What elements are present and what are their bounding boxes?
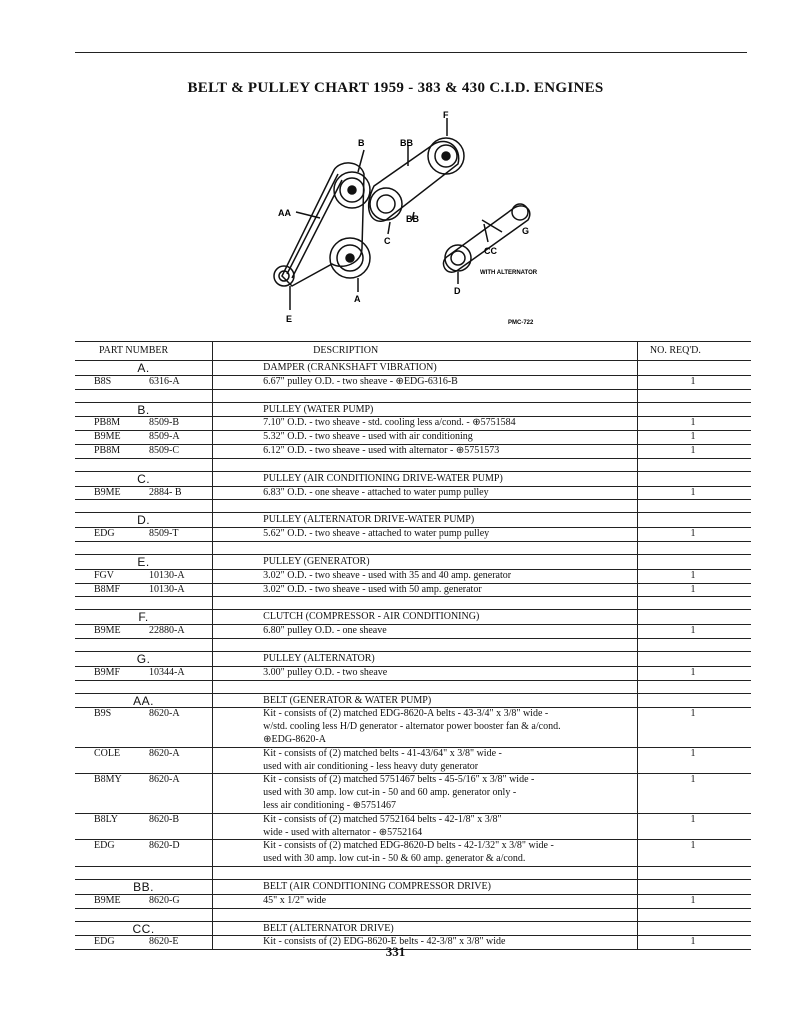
part-prefix: B8LY (94, 813, 118, 825)
section-header-row (75, 921, 751, 936)
description-line: 6.67" pulley O.D. - two sheave - ⊕EDG-6316-B (263, 375, 458, 387)
description-line: 5.32" O.D. - two sheave - used with air conditioning (263, 431, 473, 443)
part-number-cell (75, 666, 213, 680)
part-number-cell (75, 417, 213, 431)
description-line: used with 30 amp. low cut-in - 50 and 60 amp. generator only - (263, 787, 517, 799)
description-cell (213, 486, 638, 500)
section-spacer (75, 866, 751, 879)
qty-cell: 1 (637, 444, 751, 458)
table-row (75, 417, 751, 431)
section-spacer (75, 680, 751, 693)
part-prefix: B9ME (94, 431, 121, 443)
part-number-cell (75, 625, 213, 639)
section-qty-blank (637, 879, 751, 894)
part-prefix: FGV (94, 569, 115, 581)
qty-cell: 1 (637, 583, 751, 597)
description-line: less air conditioning - ⊕5751467 (263, 799, 396, 811)
qty-cell: 1 (637, 528, 751, 542)
belt-aa-outline (282, 163, 364, 286)
part-number-cell (75, 813, 213, 840)
part-number-cell (75, 444, 213, 458)
qty-cell: 1 (637, 666, 751, 680)
description-line: Kit - consists of (2) matched EDG-8620-D belts - 42-1/32" x 3/8" wide - (263, 840, 554, 852)
belt-pulley-diagram (262, 108, 562, 334)
spacer-cell (75, 680, 213, 693)
table-row (75, 375, 751, 389)
spacer-cell (75, 458, 213, 471)
table-row (75, 528, 751, 542)
section-letter: CC. (75, 921, 213, 936)
spacer-cell (75, 597, 213, 610)
part-number-cell (75, 486, 213, 500)
section-title: BELT (ALTERNATOR DRIVE) (213, 921, 638, 936)
with-alternator-label: WITH ALTERNATOR (480, 270, 538, 276)
qty-cell: 1 (637, 417, 751, 431)
table-row (75, 583, 751, 597)
section-letter: E. (75, 554, 213, 569)
description-line: 3.02" O.D. - two sheave - used with 50 amp. generator (263, 583, 482, 595)
table-row (75, 813, 751, 840)
part-prefix: B9ME (94, 625, 121, 637)
spacer-cell (75, 638, 213, 651)
part-number-cell (75, 894, 213, 908)
part-number: 8620-G (149, 894, 180, 906)
part-number: 8509-T (149, 528, 179, 540)
part-prefix: B9ME (94, 486, 121, 498)
spacer-cell (75, 389, 213, 402)
part-prefix: B8MY (94, 774, 122, 786)
description-line: 45" x 1/2" wide (263, 894, 327, 906)
section-spacer (75, 458, 751, 471)
description-cell (213, 528, 638, 542)
description-cell (213, 708, 638, 747)
description-cell (213, 894, 638, 908)
part-number: 8620-A (149, 708, 180, 720)
part-prefix: EDG (94, 528, 115, 540)
section-title: DAMPER (CRANKSHAFT VIBRATION) (213, 361, 638, 376)
qty-cell: 1 (637, 486, 751, 500)
section-letter: F. (75, 610, 213, 625)
spacer-cell (75, 500, 213, 513)
label-d: D (454, 286, 461, 296)
description-cell (213, 625, 638, 639)
part-prefix: PB8M (94, 444, 121, 456)
qty-cell: 1 (637, 936, 751, 950)
section-qty-blank (637, 471, 751, 486)
section-spacer (75, 597, 751, 610)
section-qty-blank (637, 402, 751, 417)
part-number: 8620-E (149, 936, 179, 948)
description-line: 6.83" O.D. - one sheave - attached to water pump pulley (263, 486, 489, 498)
description-cell (213, 444, 638, 458)
spacer-cell (637, 866, 751, 879)
section-letter: AA. (75, 693, 213, 708)
section-title: PULLEY (GENERATOR) (213, 554, 638, 569)
part-prefix: B8S (94, 375, 112, 387)
part-number-cell (75, 431, 213, 445)
label-g: G (522, 226, 530, 236)
section-header-row (75, 879, 751, 894)
header-description: DESCRIPTION (213, 342, 638, 361)
qty-cell: 1 (637, 569, 751, 583)
table-row (75, 431, 751, 445)
description-line: Kit - consists of (2) matched belts - 41-43/64" x 3/8" wide - (263, 747, 502, 759)
label-f: F (443, 110, 449, 120)
part-number: 10130-A (149, 583, 185, 595)
description-line: Kit - consists of (2) matched EDG-8620-A belts - 43-3/4" x 3/8" wide - (263, 708, 549, 720)
part-number-cell (75, 840, 213, 867)
section-header-row (75, 513, 751, 528)
description-cell (213, 417, 638, 431)
table-row (75, 569, 751, 583)
spacer-cell (213, 500, 638, 513)
section-header-row (75, 610, 751, 625)
part-prefix: B9MF (94, 666, 121, 678)
label-cc: CC (484, 246, 497, 256)
description-cell (213, 774, 638, 813)
part-number-cell (75, 774, 213, 813)
part-number: 8509-B (149, 417, 179, 429)
section-letter: A. (75, 361, 213, 376)
label-c: C (384, 236, 391, 246)
section-title: PULLEY (ALTERNATOR) (213, 651, 638, 666)
part-number: 22880-A (149, 625, 185, 637)
section-header-row (75, 693, 751, 708)
qty-cell: 1 (637, 747, 751, 774)
section-spacer (75, 908, 751, 921)
table-header-row (75, 342, 751, 361)
part-prefix: B9S (94, 708, 112, 720)
section-letter: BB. (75, 879, 213, 894)
section-letter: D. (75, 513, 213, 528)
description-line: w/std. cooling less H/D generator - alternator power booster fan & a/cond. (263, 721, 561, 733)
table-row (75, 894, 751, 908)
section-qty-blank (637, 921, 751, 936)
spacer-cell (213, 680, 638, 693)
part-number-cell (75, 583, 213, 597)
section-spacer (75, 389, 751, 402)
section-spacer (75, 638, 751, 651)
description-cell (213, 840, 638, 867)
top-rule (75, 52, 747, 53)
section-letter: C. (75, 471, 213, 486)
description-cell (213, 747, 638, 774)
description-line: 5.62" O.D. - two sheave - attached to water pump pulley (263, 528, 490, 540)
qty-cell: 1 (637, 774, 751, 813)
ac-drive-pulley (370, 188, 402, 220)
description-cell (213, 375, 638, 389)
label-a: A (354, 294, 361, 304)
part-number-cell (75, 747, 213, 774)
spacer-cell (637, 638, 751, 651)
parts-table (75, 341, 751, 950)
description-line: wide - used with alternator - ⊕5752164 (263, 826, 423, 838)
table-row (75, 747, 751, 774)
part-number: 6316-A (149, 375, 180, 387)
spacer-cell (75, 908, 213, 921)
spacer-cell (213, 908, 638, 921)
description-line: 6.12" O.D. - two sheave - used with alternator - ⊕5751573 (263, 444, 500, 456)
spacer-cell (213, 389, 638, 402)
description-line: used with 30 amp. low cut-in - 50 & 60 amp. generator & a/cond. (263, 853, 526, 865)
description-cell (213, 569, 638, 583)
part-prefix: COLE (94, 747, 121, 759)
part-number-cell (75, 569, 213, 583)
section-title: PULLEY (ALTERNATOR DRIVE-WATER PUMP) (213, 513, 638, 528)
part-prefix: EDG (94, 936, 115, 948)
section-title: PULLEY (WATER PUMP) (213, 402, 638, 417)
section-header-row (75, 651, 751, 666)
spacer-cell (213, 597, 638, 610)
section-header-row (75, 554, 751, 569)
table-row (75, 444, 751, 458)
section-qty-blank (637, 693, 751, 708)
label-b: B (358, 138, 365, 148)
section-header-row (75, 471, 751, 486)
page-number: 331 (385, 944, 406, 959)
table-row (75, 666, 751, 680)
part-number-cell (75, 528, 213, 542)
part-prefix: B9ME (94, 894, 121, 906)
description-cell (213, 666, 638, 680)
header-part-number: PART NUMBER (75, 342, 213, 361)
description-line: 3.02" O.D. - two sheave - used with 35 and 40 amp. generator (263, 569, 512, 581)
part-number: 8509-A (149, 431, 180, 443)
description-line: 7.10" O.D. - two sheave - std. cooling less a/cond. - ⊕5751584 (263, 417, 516, 429)
description-line: used with air conditioning - less heavy duty generator (263, 760, 479, 772)
description-line: Kit - consists of (2) EDG-8620-E belts - 42-3/8" x 3/8" wide (263, 936, 506, 948)
spacer-cell (637, 680, 751, 693)
spacer-cell (637, 541, 751, 554)
label-bb-low: BB (406, 214, 419, 224)
description-line: Kit - consists of (2) matched 5751467 belts - 45-5/16" x 3/8" wide - (263, 774, 535, 786)
spacer-cell (637, 389, 751, 402)
section-spacer (75, 500, 751, 513)
header-qty: NO. REQ'D. (637, 342, 751, 361)
label-e: E (286, 314, 293, 324)
part-number: 2884- B (149, 486, 182, 498)
section-title: PULLEY (AIR CONDITIONING DRIVE-WATER PUMP) (213, 471, 638, 486)
part-number: 10130-A (149, 569, 185, 581)
part-number: 8509-C (149, 444, 179, 456)
table-row (75, 486, 751, 500)
spacer-cell (213, 458, 638, 471)
description-line: 3.00" pulley O.D. - two sheave (263, 666, 388, 678)
section-title: CLUTCH (COMPRESSOR - AIR CONDITIONING) (213, 610, 638, 625)
page-title: BELT & PULLEY CHART 1959 - 383 & 430 C.I.D. ENGINES (187, 80, 604, 96)
diagram-code: PMC-722 (508, 320, 534, 326)
part-prefix: PB8M (94, 417, 121, 429)
description-line: ⊕EDG-8620-A (263, 733, 326, 745)
part-number: 10344-A (149, 666, 185, 678)
part-number: 8620-B (149, 813, 179, 825)
label-aa: AA (278, 208, 291, 218)
part-number: 8620-D (149, 840, 180, 852)
part-number: 8620-A (149, 747, 180, 759)
generator-pulley (274, 266, 294, 286)
section-title: BELT (AIR CONDITIONING COMPRESSOR DRIVE) (213, 879, 638, 894)
section-letter: G. (75, 651, 213, 666)
table-row (75, 625, 751, 639)
part-prefix: EDG (94, 840, 115, 852)
description-cell (213, 431, 638, 445)
qty-cell: 1 (637, 431, 751, 445)
part-prefix: B8MF (94, 583, 121, 595)
section-qty-blank (637, 651, 751, 666)
description-line: Kit - consists of (2) matched 5752164 belts - 42-1/8" x 3/8" (263, 813, 502, 825)
section-letter: B. (75, 402, 213, 417)
qty-cell: 1 (637, 813, 751, 840)
section-qty-blank (637, 361, 751, 376)
qty-cell: 1 (637, 708, 751, 747)
spacer-cell (637, 500, 751, 513)
description-cell (213, 813, 638, 840)
section-header-row (75, 361, 751, 376)
section-qty-blank (637, 610, 751, 625)
table-row (75, 708, 751, 747)
part-number: 8620-A (149, 774, 180, 786)
table-row (75, 774, 751, 813)
section-title: BELT (GENERATOR & WATER PUMP) (213, 693, 638, 708)
section-spacer (75, 541, 751, 554)
section-qty-blank (637, 554, 751, 569)
qty-cell: 1 (637, 840, 751, 867)
qty-cell: 1 (637, 894, 751, 908)
qty-cell: 1 (637, 375, 751, 389)
spacer-cell (637, 908, 751, 921)
description-cell (213, 583, 638, 597)
description-line: 6.80" pulley O.D. - one sheave (263, 625, 387, 637)
label-bb-top: BB (400, 138, 413, 148)
table-row (75, 840, 751, 867)
section-header-row (75, 402, 751, 417)
spacer-cell (213, 541, 638, 554)
spacer-cell (213, 638, 638, 651)
spacer-cell (75, 541, 213, 554)
spacer-cell (637, 458, 751, 471)
spacer-cell (637, 597, 751, 610)
part-number-cell (75, 375, 213, 389)
part-number-cell (75, 708, 213, 747)
spacer-cell (213, 866, 638, 879)
qty-cell: 1 (637, 625, 751, 639)
spacer-cell (75, 866, 213, 879)
section-qty-blank (637, 513, 751, 528)
